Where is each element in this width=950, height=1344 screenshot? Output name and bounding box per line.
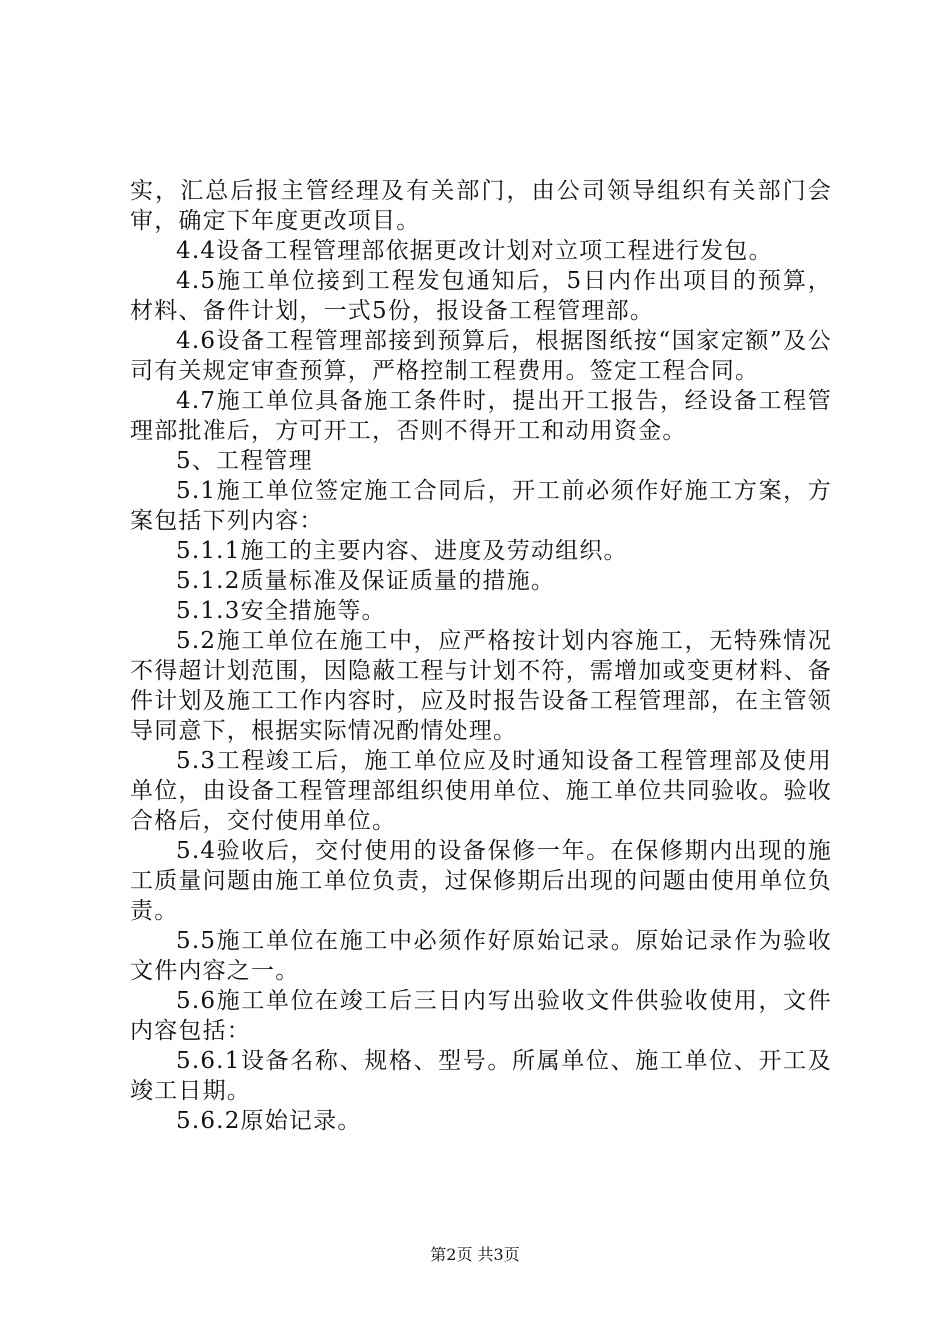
paragraph: 5.5施工单位在施工中必须作好原始记录。原始记录作为验收文件内容之一。 [130,928,832,984]
document-body [130,176,832,1136]
paragraph: 4.4设备工程管理部依据更改计划对立项工程进行发包。 [176,238,773,264]
paragraph: 实，汇总后报主管经理及有关部门，由公司领导组织有关部门会审，确定下年度更改项目。 [130,178,832,234]
paragraph: 4.6设备工程管理部接到预算后，根据图纸按“国家定额”及公司有关规定审查预算，严格控制工程费用。签定工程合同。 [130,328,832,384]
section-heading: 5、工程管理 [176,448,313,474]
paragraph: 5.6.2原始记录。 [176,1108,362,1134]
paragraph: 5.3工程竣工后，施工单位应及时通知设备工程管理部及使用单位，由设备工程管理部组织使用单位、施工单位共同验收。验收合格后，交付使用单位。 [130,748,832,834]
paragraph: 5.1施工单位签定施工合同后，开工前必须作好施工方案，方案包括下列内容： [130,478,832,534]
paragraph: 5.1.1施工的主要内容、进度及劳动组织。 [176,538,628,564]
paragraph: 4.7施工单位具备施工条件时，提出开工报告，经设备工程管理部批准后，方可开工，否则不得开工和动用资金。 [130,388,832,444]
paragraph: 5.4验收后，交付使用的设备保修一年。在保修期内出现的施工质量问题由施工单位负责，过保修期后出现的问题由使用单位负责。 [130,838,832,924]
paragraph: 5.1.2质量标准及保证质量的措施。 [176,568,556,594]
paragraph: 5.6.1设备名称、规格、型号。所属单位、施工单位、开工及竣工日期。 [130,1048,832,1104]
page-number-footer: 第2页 共3页 [430,1245,520,1264]
paragraph: 5.6施工单位在竣工后三日内写出验收文件供验收使用，文件内容包括： [130,988,832,1044]
paragraph: 5.2施工单位在施工中，应严格按计划内容施工，无特殊情况不得超计划范围，因隐蔽工程与计划不符，需增加或变更材料、备件计划及施工工作内容时，应及时报告设备工程管理部，在主管领导同意下，根据实际情况酌情处理。 [130,628,832,744]
paragraph: 4.5施工单位接到工程发包通知后，5日内作出项目的预算，材料、备件计划，一式5份，报设备工程管理部。 [130,268,832,324]
paragraph: 5.1.3安全措施等。 [176,598,386,624]
